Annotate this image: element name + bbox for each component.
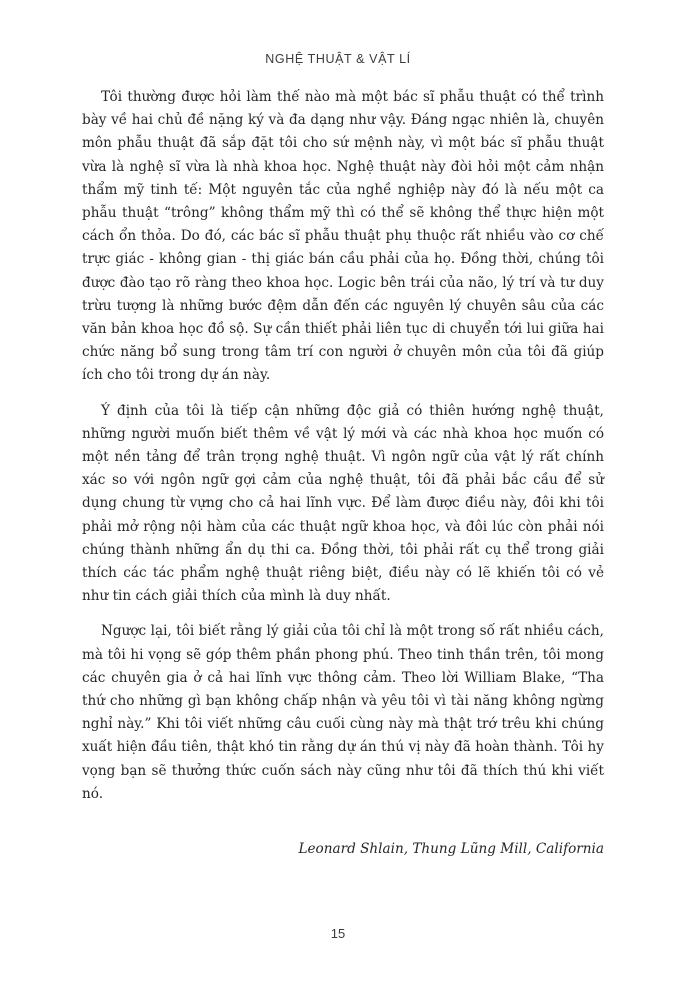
paragraph-3: Ngược lại, tôi biết rằng lý giải của tôi chỉ là một trong số rất nhiều cách, mà tôi hi vọng sẽ góp thêm phần phong phú. Theo tinh thần trên, tôi mong các chuyên gia ở cả hai lĩnh vực thông cảm. Theo lời William Blake, “Tha thứ cho những gì bạn không chấp nhận và yêu tôi vì tài năng không ngừng nghỉ này.” Khi tôi viết những câu cuối cùng này mà thật trớ trêu khi chúng xuất hiện đầu tiên, thật khó tin rằng dự án thú vị này đã hoàn thành. Tôi hy vọng bạn sẽ thưởng thức cuốn sách này cũng như tôi đã thích thú khi viết nó. bbox=[82, 623, 604, 802]
paragraph-1: Tôi thường được hỏi làm thế nào mà một bác sĩ phẫu thuật có thể trình bày về hai chủ đề nặng ký và đa dạng như vậy. Đáng ngạc nhiên là, chuyên môn phẫu thuật đã sắp đặt tôi cho sứ mệnh này, vì một bác sĩ phẫu thuật vừa là nghệ sĩ vừa là nhà khoa học. Nghệ thuật này đòi hỏi một cảm nhận thẩm mỹ tinh tế: Một nguyên tắc của nghề nghiệp này đó là nếu một ca phẫu thuật “trông” không thẩm mỹ thì có thể sẽ không thể thực hiện một cách ổn thỏa. Do đó, các bác sĩ phẫu thuật phụ thuộc rất nhiều vào cơ chế trực giác - không gian - thị giác bán cầu phải của họ. Đồng thời, chúng tôi được đào tạo rõ ràng theo khoa học. Logic bên trái của não, lý trí và tư duy trừu tượng là những bước đệm dẫn đến các nguyên lý chuyên sâu của các văn bản khoa học đồ sộ. Sự cần thiết phải liên tục di chuyển tới lui giữa hai chức năng bổ sung trong tâm trí con người ở chuyên môn của tôi đã giúp ích cho tôi trong dự án này. bbox=[82, 89, 604, 384]
author-signature: Leonard Shlain, Thung Lũng Mill, California bbox=[298, 841, 604, 858]
page-number: 15 bbox=[330, 926, 346, 941]
paragraph-2: Ý định của tôi là tiếp cận những độc giả có thiên hướng nghệ thuật, những người muốn biết thêm về vật lý mới và các nhà khoa học muốn có một nền tảng để trân trọng nghệ thuật. Vì ngôn ngữ của vật lý rất chính xác so với ngôn ngữ gợi cảm của nghệ thuật, tôi đã phải bắc cầu để sử dụng chung từ vựng cho cả hai lĩnh vực. Để làm được điều này, đôi khi tôi phải mở rộng nội hàm của các thuật ngữ khoa học, và đôi lúc còn phải nói chúng thành những ẩn dụ thi ca. Đồng thời, tôi phải rất cụ thể trong giải thích các tác phẩm nghệ thuật riêng biệt, điều này có lẽ khiến tôi có vẻ như tin cách giải thích của mình là duy nhất. bbox=[82, 402, 604, 605]
body-text bbox=[82, 86, 604, 861]
running-header: NGHỆ THUẬT & VẬT LÍ bbox=[265, 52, 411, 66]
